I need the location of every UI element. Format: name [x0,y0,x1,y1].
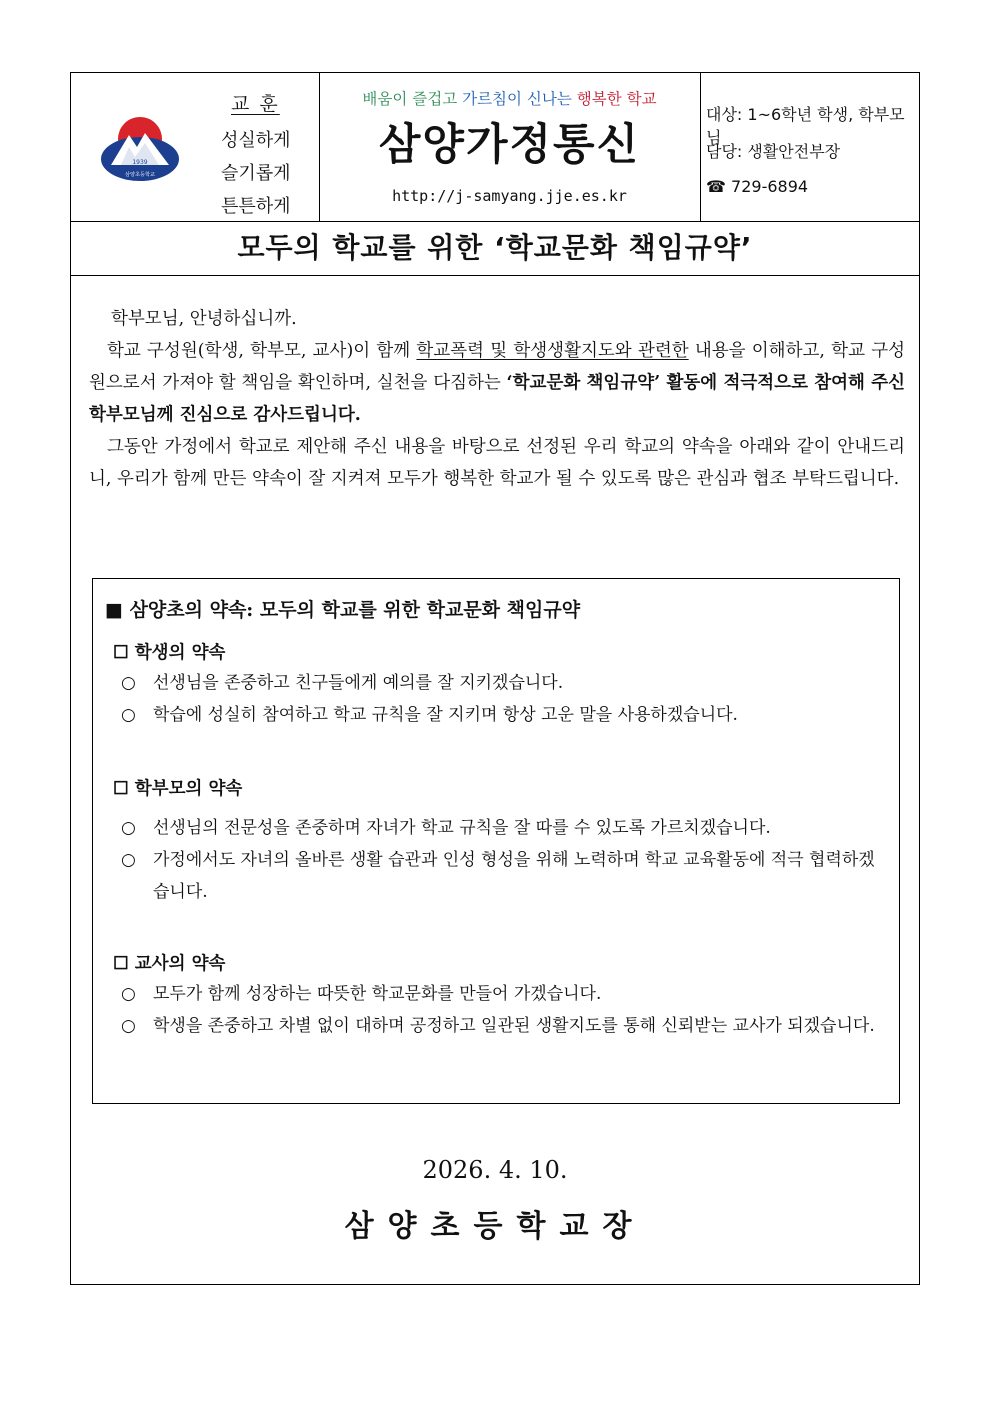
parent-promise-item [121,844,889,908]
logo-school-name: 삼양초등학교 [124,172,156,178]
slogan-part-2: 가르침이 신나는 [462,90,577,108]
letter-paragraph-2: 그동안 가정에서 학교로 제안해 주신 내용을 바탕으로 선정된 우리 학교의 약속을 아래와 같이 안내드리니, 우리가 함께 만든 약속이 잘 지켜져 모두가 행복한 학교가 될 수 있도록 많은 관심과 협조 부탁드립니다. [89,437,905,489]
student-promise-item [121,667,889,699]
slogan-part-3: 행복한 학교 [576,90,657,108]
info-column [700,73,919,221]
p1-text-b: 내용을 이해하고, 학교 구성원으로서 가져야 할 책임을 확인하며, 실천을 다짐하는 [89,341,906,393]
target-audience: 대상: 1~6학년 학생, 학부모님 [706,105,905,147]
student-promise-title: ☐ 학생의 약속 [113,643,226,663]
newsletter-header [71,73,919,222]
newsletter-frame [70,72,920,1285]
motto-line-2: 슬기롭게 [221,163,291,184]
title-column [319,73,701,221]
school-logo-icon [99,107,181,189]
motto-column [71,73,320,221]
slogan-part-1: 배움이 즐겁고 [362,90,463,108]
parent-promise-item [121,812,889,844]
newsletter-title: 삼양가정통신 [378,120,641,170]
school-url[interactable]: http://j-samyang.jje.es.kr [392,187,627,205]
promise-text: 선생님의 전문성을 존중하며 자녀가 학교 규칙을 잘 따를 수 있도록 가르치겠습니다. [153,818,771,838]
department-owner: 담당: 생활안전부장 [706,142,841,161]
promise-box [92,578,900,1104]
promise-text: 학생을 존중하고 차별 없이 대하며 공정하고 일관된 생활지도를 통해 신뢰받는 교사가 되겠습니다. [153,1016,875,1036]
circle-bullet-icon: ○ [121,1016,136,1036]
promise-box-title: ■ 삼양초의 약속: 모두의 학교를 위한 학교문화 책임규약 [105,599,581,621]
teacher-promise-title: ☐ 교사의 약속 [113,954,226,974]
circle-bullet-icon: ○ [121,818,136,838]
promise-text: 모두가 함께 성장하는 따뜻한 학교문화를 만들어 가겠습니다. [153,984,602,1004]
student-promise-item [121,699,889,731]
school-slogan [319,87,700,109]
motto-line-1: 성실하게 [221,130,291,151]
letter-paragraph-1 [89,335,905,431]
issue-date: 2026. 4. 10. [422,1156,568,1184]
main-title-band [71,221,919,276]
main-title: 모두의 학교를 위한 ‘학교문화 책임규약’ [237,231,753,264]
logo-year: 1939 [132,159,148,166]
phone-icon: ☎ [706,177,726,196]
principal-signature: 삼양초등학교장 [344,1209,646,1244]
letter-body [89,303,905,495]
phone-line [706,177,808,196]
circle-bullet-icon: ○ [121,984,136,1004]
promise-text: 학습에 성실히 참여하고 학교 규칙을 잘 지키며 항상 고운 말을 사용하겠습니다. [153,705,738,725]
parent-promise-title: ☐ 학부모의 약속 [113,779,243,799]
promise-text: 선생님을 존중하고 친구들에게 예의를 잘 지키겠습니다. [153,673,564,693]
teacher-promise-item [121,978,889,1010]
p1-text-a: 학교 구성원(학생, 학부모, 교사)이 함께 [107,341,417,361]
p1-bold: ‘학교문화 책임규약’ 활동에 적극적으로 참여해 주신 학부모님께 진심으로 감사드립니다. [89,373,905,425]
phone-number: 729-6894 [731,177,809,196]
motto-line-3: 튼튼하게 [221,196,291,217]
promise-text: 가정에서도 자녀의 올바른 생활 습관과 인성 형성을 위해 노력하며 학교 교육활동에 적극 협력하겠습니다. [153,850,875,902]
motto-title: 교 훈 [231,93,280,115]
teacher-promise-item [121,1010,889,1042]
circle-bullet-icon: ○ [121,705,136,725]
circle-bullet-icon: ○ [121,673,136,693]
greeting: 학부모님, 안녕하십니까. [111,309,297,329]
circle-bullet-icon: ○ [121,850,136,870]
p1-underlined: 학교폭력 및 학생생활지도와 관련한 [416,341,689,361]
